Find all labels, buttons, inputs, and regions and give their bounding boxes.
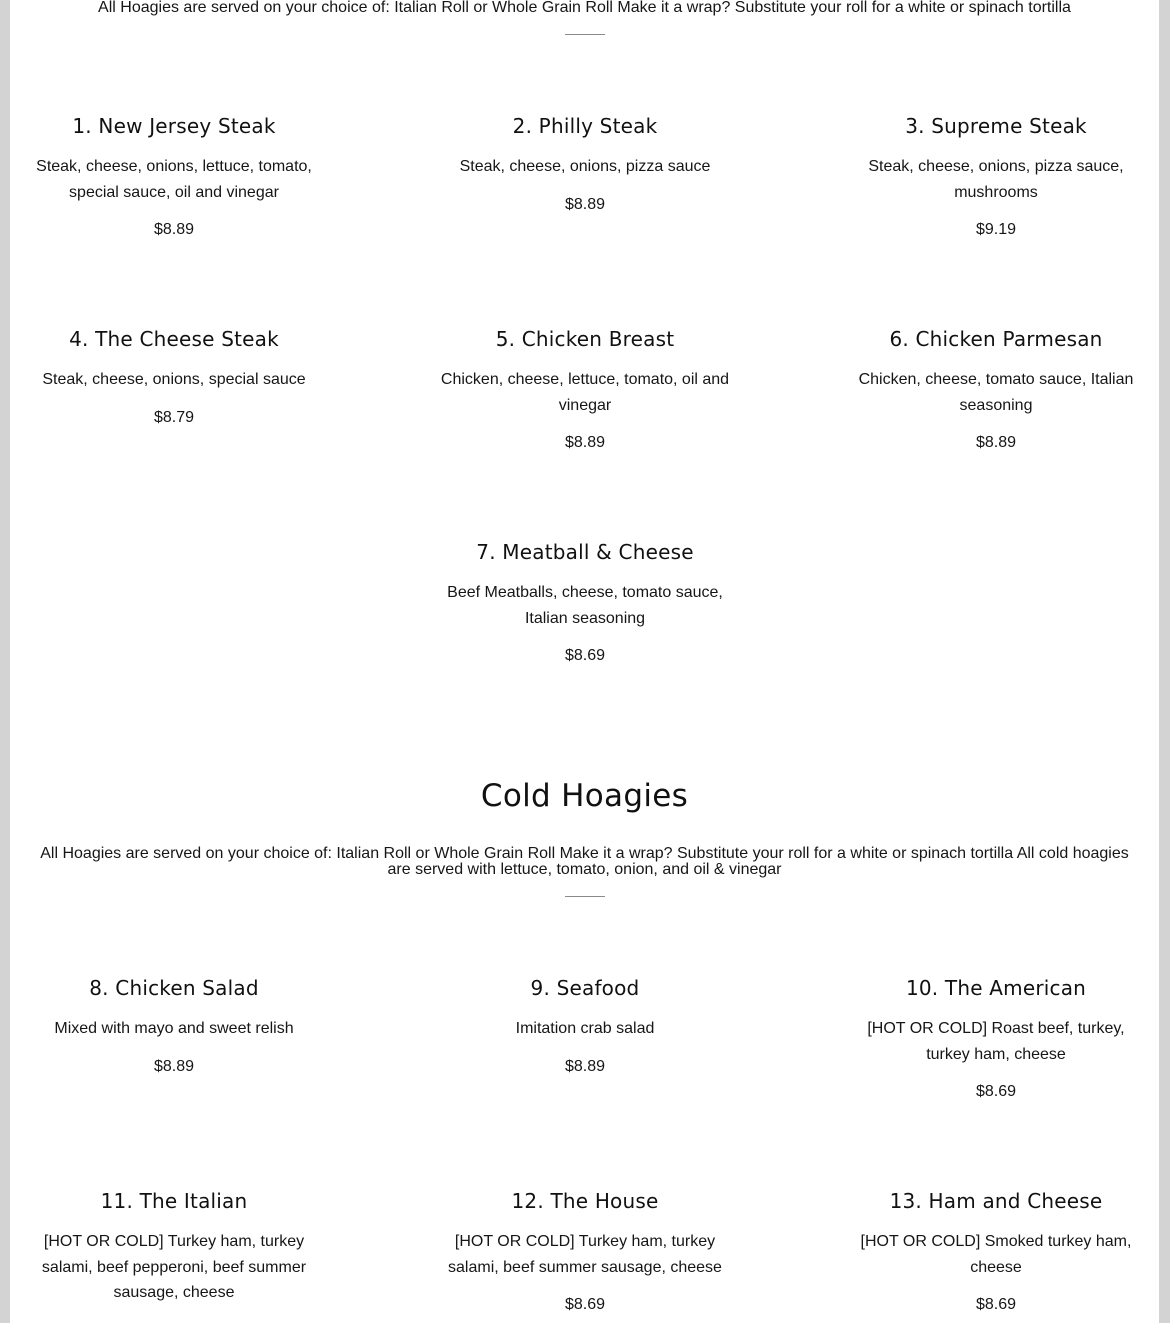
- menu-item-description: Steak, cheese, onions, pizza sauce: [459, 158, 711, 175]
- section-divider: [565, 34, 605, 35]
- menu-item-price: $8.69: [564, 1296, 606, 1313]
- menu-item-name: 7. Meatball & Cheese: [476, 540, 694, 564]
- menu-item-name: 12. The House: [511, 1189, 659, 1213]
- menu-item-price: $8.69: [975, 1296, 1017, 1313]
- menu-item-name: 8. Chicken Salad: [89, 976, 259, 1000]
- menu-item: [24, 326, 324, 428]
- menu-item-description: Steak, cheese, onions, lettuce, tomato, special sauce, oil and vinegar: [36, 158, 312, 201]
- menu-item-price: $8.89: [975, 434, 1017, 451]
- menu-item-price: $8.79: [153, 408, 195, 426]
- menu-item-price: $8.89: [153, 1057, 195, 1075]
- menu-item-description: Steak, cheese, onions, pizza sauce, mushrooms: [868, 158, 1124, 201]
- menu-item: [24, 975, 324, 1077]
- scrollbar[interactable]: [1159, 0, 1170, 1323]
- menu-item: [435, 113, 735, 215]
- menu-item-name: 9. Seafood: [530, 976, 640, 1000]
- menu-item: [435, 539, 735, 666]
- menu-item-price: $8.89: [564, 434, 606, 451]
- menu-item-description: Imitation crab salad: [515, 1020, 655, 1037]
- hot-hoagies-intro: All Hoagies are served on your choice of: Italian Roll or Whole Grain Roll Make it a wrap? Substitute your roll for a white or spinach tortilla: [98, 0, 1071, 16]
- section-divider: [565, 896, 605, 897]
- menu-item-description: [HOT OR COLD] Smoked turkey ham, cheese: [860, 1233, 1132, 1276]
- menu-item-name: 3. Supreme Steak: [905, 114, 1087, 138]
- menu-item: [846, 1188, 1146, 1315]
- cold-hoagies-intro: All Hoagies are served on your choice of: Italian Roll or Whole Grain Roll Make it a wrap? Substitute your roll for a white or spinach tortilla All cold hoagies are served with lettuce, tomato, onion, and oil & vinegar: [40, 845, 1129, 878]
- menu-item: [435, 975, 735, 1077]
- menu-item: [24, 1188, 324, 1306]
- section-title-cold-hoagies: Cold Hoagies: [480, 778, 689, 814]
- menu-page: [10, 0, 1159, 1323]
- menu-item-name: 4. The Cheese Steak: [69, 327, 279, 351]
- menu-item: [435, 326, 735, 453]
- menu-item: [846, 113, 1146, 240]
- menu-item-name: 1. New Jersey Steak: [72, 114, 276, 138]
- menu-item-description: Mixed with mayo and sweet relish: [54, 1020, 294, 1037]
- menu-item-description: Steak, cheese, onions, special sauce: [42, 371, 306, 388]
- menu-item-description: Beef Meatballs, cheese, tomato sauce, Italian seasoning: [447, 584, 723, 627]
- menu-item: [24, 113, 324, 240]
- menu-item: [846, 326, 1146, 453]
- menu-item-price: $9.19: [975, 221, 1017, 238]
- menu-item-name: 2. Philly Steak: [512, 114, 658, 138]
- menu-item-price: $8.69: [975, 1083, 1017, 1100]
- menu-item-description: Chicken, cheese, tomato sauce, Italian seasoning: [858, 371, 1134, 414]
- menu-item-description: [HOT OR COLD] Roast beef, turkey, turkey ham, cheese: [867, 1020, 1125, 1063]
- menu-item-description: [HOT OR COLD] Turkey ham, turkey salami, beef pepperoni, beef summer sausage, cheese: [41, 1233, 307, 1301]
- menu-item-price: $8.89: [564, 195, 606, 213]
- menu-item-name: 5. Chicken Breast: [495, 327, 675, 351]
- menu-item-name: 11. The Italian: [100, 1189, 248, 1213]
- menu-item-name: 13. Ham and Cheese: [889, 1189, 1103, 1213]
- menu-item-description: [HOT OR COLD] Turkey ham, turkey salami, beef summer sausage, cheese: [448, 1233, 722, 1276]
- menu-item-name: 6. Chicken Parmesan: [889, 327, 1103, 351]
- menu-item-price: $8.69: [564, 647, 606, 664]
- menu-item-price: $8.89: [153, 221, 195, 238]
- menu-item: [435, 1188, 735, 1315]
- menu-item-description: Chicken, cheese, lettuce, tomato, oil and vinegar: [440, 371, 730, 414]
- menu-item-price: $8.89: [564, 1057, 606, 1075]
- menu-item: [846, 975, 1146, 1102]
- menu-item-name: 10. The American: [905, 976, 1087, 1000]
